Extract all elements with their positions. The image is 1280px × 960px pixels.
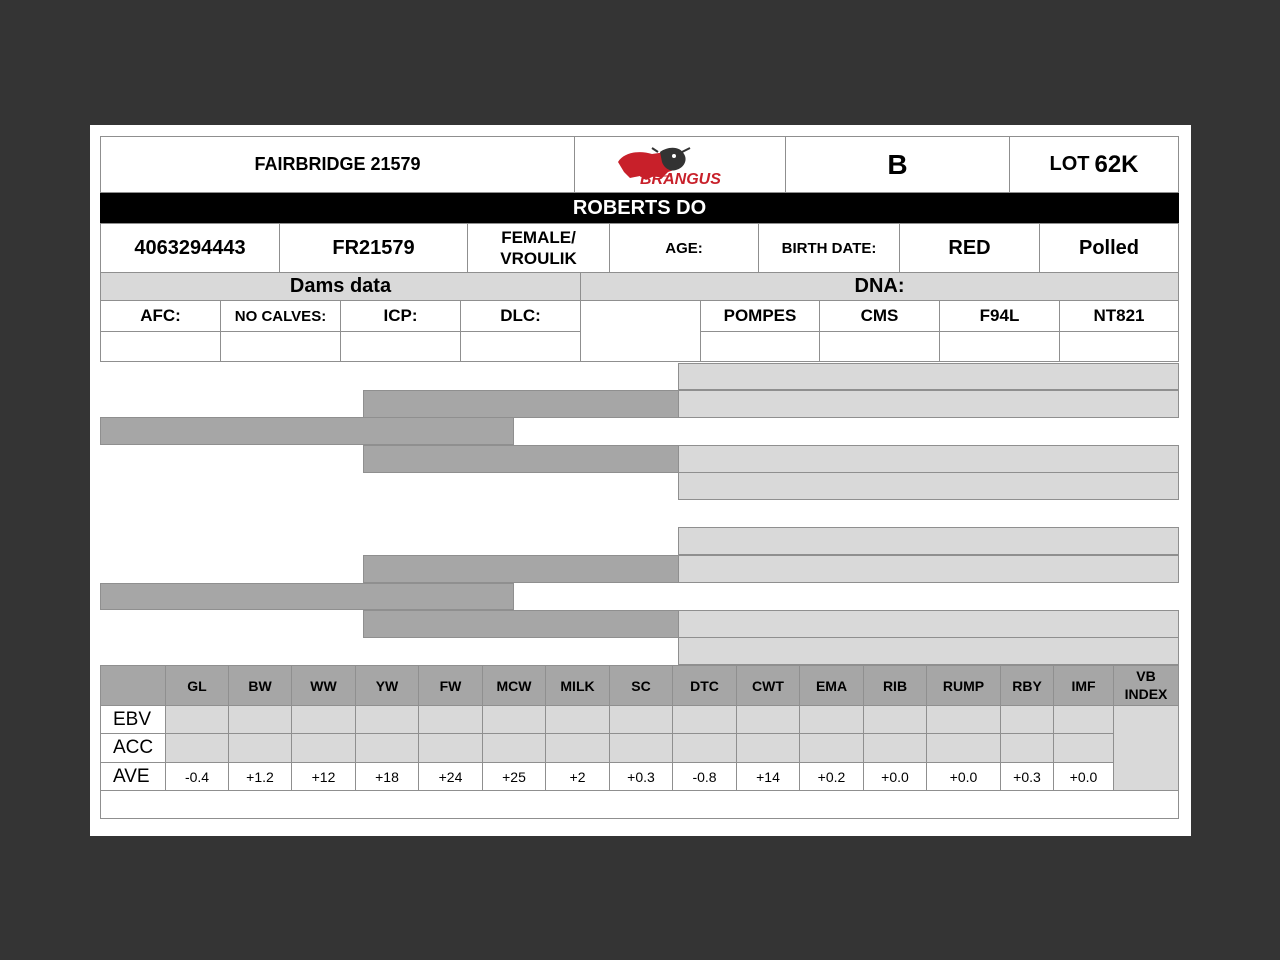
ebv-value-cell <box>482 733 546 763</box>
ebv-column-header: SC <box>609 665 673 706</box>
dams-value-dlc <box>460 331 581 362</box>
pedigree-box <box>678 610 1179 638</box>
ebv-value-cell: +14 <box>736 762 800 791</box>
bull-icon <box>610 142 750 188</box>
ebv-value-cell <box>228 733 292 763</box>
dna-header-cms: CMS <box>819 300 940 332</box>
ebv-row-label: AVE <box>100 762 166 791</box>
brangus-logo <box>574 136 786 193</box>
ebv-column-header: WW <box>291 665 356 706</box>
ebv-value-cell: +18 <box>355 762 419 791</box>
ebv-value-cell <box>482 705 546 734</box>
ebv-column-header: BW <box>228 665 292 706</box>
dams-value-afc <box>100 331 221 362</box>
ebv-value-cell <box>545 733 610 763</box>
ebv-header-corner <box>100 665 166 706</box>
ebv-value-cell <box>291 705 356 734</box>
ebv-value-cell <box>545 705 610 734</box>
ebv-value-cell <box>672 733 737 763</box>
id-number: 4063294443 <box>100 223 280 273</box>
owner-name: ROBERTS DO <box>100 193 1179 223</box>
dams-title: Dams data <box>100 272 581 301</box>
dams-header-afc: AFC: <box>100 300 221 332</box>
pedigree-box <box>678 390 1179 418</box>
pedigree-box <box>363 610 679 638</box>
colour: RED <box>899 223 1040 273</box>
ebv-footer-note <box>100 790 1179 819</box>
ebv-value-cell: +0.3 <box>1000 762 1054 791</box>
dna-value-pompes <box>700 331 820 362</box>
ebv-value-cell: -0.8 <box>672 762 737 791</box>
ebv-value-cell <box>291 733 356 763</box>
pedigree-box <box>678 445 1179 473</box>
pedigree-box <box>363 555 679 583</box>
animal-name: FAIRBRIDGE 21579 <box>100 136 575 193</box>
ebv-value-cell: +0.0 <box>926 762 1001 791</box>
ebv-value-cell <box>1053 705 1114 734</box>
ebv-value-cell <box>1000 733 1054 763</box>
ebv-value-cell <box>609 733 673 763</box>
dna-value-nt821 <box>1059 331 1179 362</box>
sex <box>467 223 610 273</box>
ebv-column-header: EMA <box>799 665 864 706</box>
lot-number: 62K <box>1094 150 1139 178</box>
ebv-value-cell <box>165 705 229 734</box>
ebv-row-label: ACC <box>100 733 166 763</box>
ebv-value-cell: +1.2 <box>228 762 292 791</box>
ebv-value-cell: +25 <box>482 762 546 791</box>
dna-value-cms <box>819 331 940 362</box>
horn-status: Polled <box>1039 223 1179 273</box>
pedigree-box <box>363 445 679 473</box>
ebv-value-cell <box>355 705 419 734</box>
ebv-column-header: MCW <box>482 665 546 706</box>
pedigree-box <box>678 637 1179 665</box>
vb-index-header <box>1113 665 1179 706</box>
ebv-value-cell: +0.3 <box>609 762 673 791</box>
sex-line2: VROULIK <box>500 249 577 268</box>
ebv-value-cell <box>1053 733 1114 763</box>
ebv-column-header: YW <box>355 665 419 706</box>
dna-value-f94l <box>939 331 1060 362</box>
dna-spacer <box>580 300 701 362</box>
ebv-value-cell <box>609 705 673 734</box>
ebv-column-header: GL <box>165 665 229 706</box>
ebv-column-header: IMF <box>1053 665 1114 706</box>
ebv-column-header: RIB <box>863 665 927 706</box>
ebv-value-cell: +0.2 <box>799 762 864 791</box>
ebv-column-header: FW <box>418 665 483 706</box>
ebv-row-label: EBV <box>100 705 166 734</box>
dna-header-pompes: POMPES <box>700 300 820 332</box>
ebv-column-header: MILK <box>545 665 610 706</box>
lot-prefix: LOT <box>1049 153 1090 175</box>
pedigree-box <box>678 472 1179 500</box>
pedigree-box <box>363 390 679 418</box>
ebv-value-cell <box>165 733 229 763</box>
vb-index-label-line2: INDEX <box>1124 685 1168 702</box>
pedigree-box <box>100 583 514 610</box>
ebv-value-cell <box>799 705 864 734</box>
ebv-value-cell: +0.0 <box>1053 762 1114 791</box>
pedigree-box <box>678 555 1179 583</box>
ebv-value-cell <box>736 705 800 734</box>
ebv-value-cell: +0.0 <box>863 762 927 791</box>
pedigree-box <box>100 417 514 445</box>
lot-label <box>1009 136 1179 193</box>
ebv-value-cell: +2 <box>545 762 610 791</box>
dna-header-nt821: NT821 <box>1059 300 1179 332</box>
ebv-value-cell: +12 <box>291 762 356 791</box>
ebv-value-cell <box>863 705 927 734</box>
ebv-value-cell <box>863 733 927 763</box>
sex-line1: FEMALE/ <box>501 227 576 247</box>
ebv-column-header: RBY <box>1000 665 1054 706</box>
ebv-value-cell <box>228 705 292 734</box>
ebv-value-cell <box>1000 705 1054 734</box>
vb-index-value <box>1113 705 1179 791</box>
ebv-value-cell <box>672 705 737 734</box>
ebv-value-cell <box>355 733 419 763</box>
age-label: AGE: <box>609 223 759 273</box>
dams-header-no-calves: NO CALVES: <box>220 300 341 332</box>
ebv-value-cell <box>736 733 800 763</box>
dams-value-icp <box>340 331 461 362</box>
dna-header-f94l: F94L <box>939 300 1060 332</box>
ebv-value-cell: +24 <box>418 762 483 791</box>
ebv-column-header: RUMP <box>926 665 1001 706</box>
dams-value-no-calves <box>220 331 341 362</box>
logo-text: BRANGUS <box>640 170 721 188</box>
ebv-value-cell <box>418 705 483 734</box>
ebv-value-cell <box>799 733 864 763</box>
ebv-column-header: DTC <box>672 665 737 706</box>
vb-index-label-line1: VB <box>1136 668 1156 684</box>
ebv-value-cell: -0.4 <box>165 762 229 791</box>
ebv-column-header: CWT <box>736 665 800 706</box>
ebv-value-cell <box>926 733 1001 763</box>
pedigree-box <box>678 527 1179 555</box>
tag-number: FR21579 <box>279 223 468 273</box>
birth-date-label: BIRTH DATE: <box>758 223 900 273</box>
ebv-value-cell <box>418 733 483 763</box>
pedigree-box <box>678 363 1179 390</box>
lot-card <box>90 125 1191 836</box>
dna-title: DNA: <box>580 272 1179 301</box>
dams-header-dlc: DLC: <box>460 300 581 332</box>
grade-badge: B <box>785 136 1010 193</box>
ebv-value-cell <box>926 705 1001 734</box>
dams-header-icp: ICP: <box>340 300 461 332</box>
